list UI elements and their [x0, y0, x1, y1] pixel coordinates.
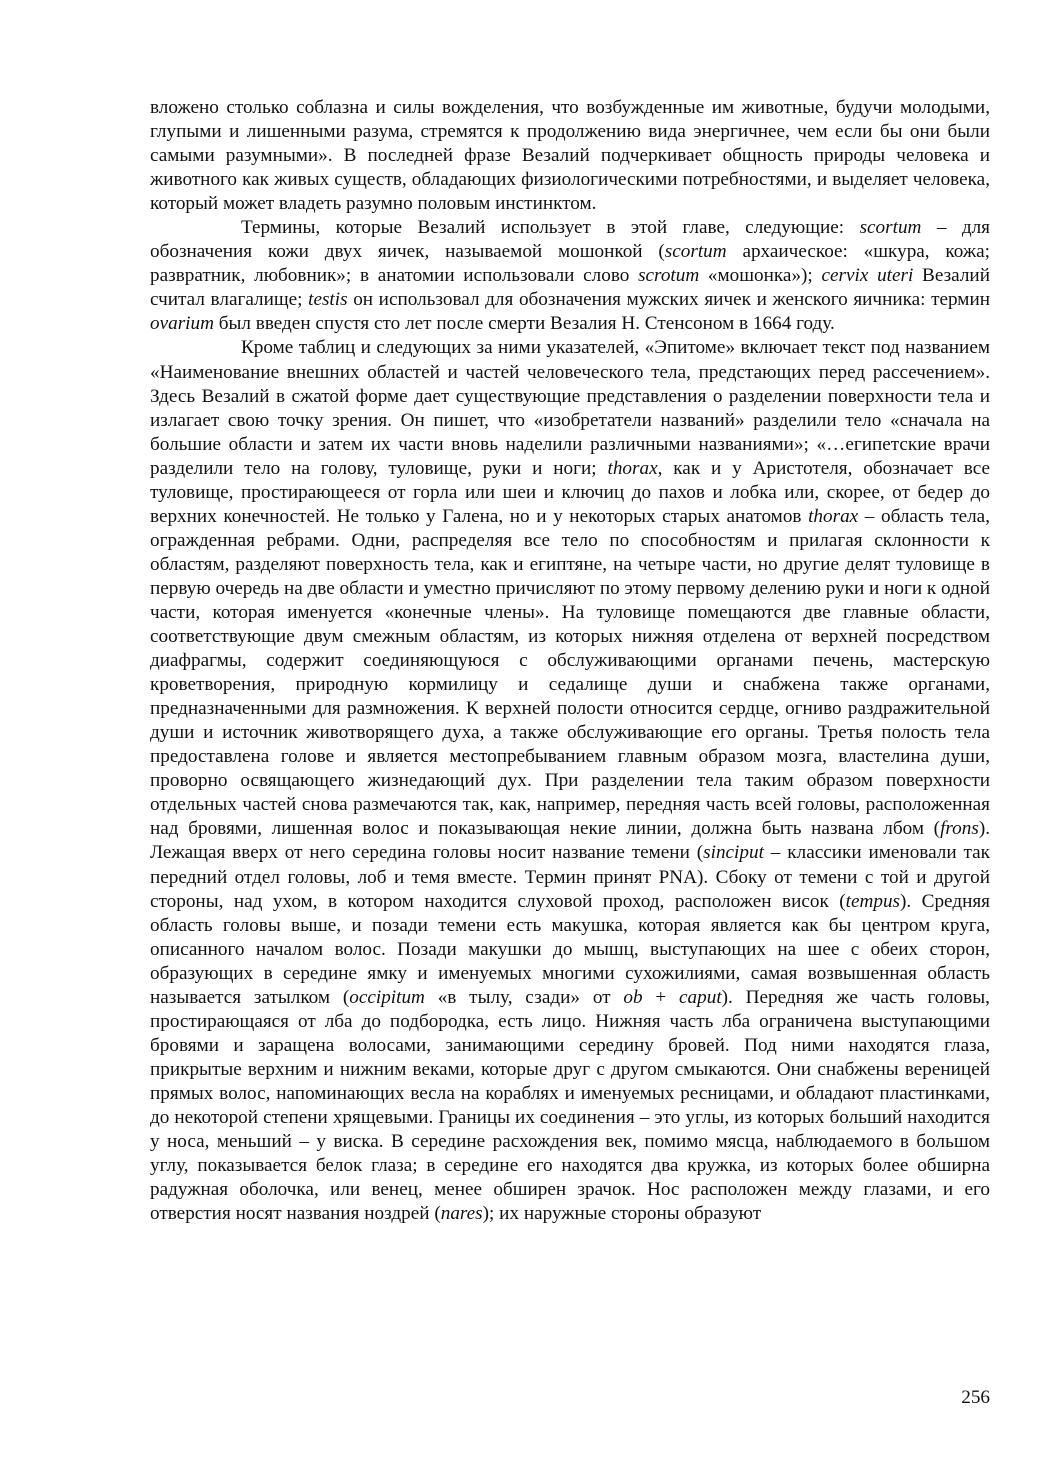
latin-term: testis: [308, 289, 348, 311]
latin-term: caput: [679, 986, 722, 1008]
text-run: он использовал для обозначения мужских яичек и женского яичника: термин: [347, 289, 990, 311]
latin-term: tempus: [845, 890, 900, 912]
text-run: Кроме таблиц и следующих за ними указателей, «Эпитоме» включает текст под названием «Наименование внешних областей и частей человеческого тела, предстающих перед рассечением». Здесь Везалий в сжатой форме дает существующие представления о разделении поверхности тела и излагает свою точку зрения. Он пишет, что «изобретатели названий» разделили тело «сначала на большие области и затем их части вновь наделили различными названиями»; «…египетские врачи разделили тело на голову, туловище, руки и ноги;: [150, 337, 990, 479]
page-body: [150, 96, 990, 1226]
latin-term: scortum: [859, 217, 922, 239]
latin-term: ob: [623, 986, 643, 1008]
paragraph: [150, 336, 990, 1226]
text-run: – область тела, огражденная ребрами. Одни, распределяя все тело по способностям и прилагая склонности к областям, разделяют поверхность тела, как и египтяне, на четыре части, но другие делят туловище в первую очередь на две области и уместно причисляют по этому первому делению руки и ноги к одной части, которая именуется «конечные члены». На туловище помещаются две главные области, соответствующие двум смежным областям, из которых нижняя отделена от верхней посредством диафрагмы, содержит соединяющуюся с обслуживающими органами печень, мастерскую кроветворения, природную кормилицу и седалище души и снабжена также органами, предназначенными для размножения. К верхней полости относится сердце, огниво раздражительной души и источник животворящего духа, а также обслуживающие его органы. Третья полость тела предоставлена голове и является местопребыванием главным образом мозга, властелина души, проворно освящающего жизнедающий дух. При разделении тела таким образом поверхности отдельных частей снова размечаются так, как, например, передняя часть всей головы, расположенная над бровями, лишенная волос и показывающая некие линии, должна быть названа лбом (: [150, 505, 990, 840]
text-run: «в тылу, сзади» от: [424, 986, 624, 1008]
text-run: – классики именовали так передний отдел головы, лоб и темя вместе. Термин принят PNA). Сбоку от темени с той и другой стороны, над ухом, в котором находится слуховой проход, расположен висок (: [150, 842, 990, 912]
paragraph: [150, 216, 990, 336]
latin-term: cervix uteri: [821, 265, 914, 287]
text-run: ). Средняя область головы выше, и позади темени есть макушка, которая является как бы центром круга, описанного началом волос. Позади макушки до мышц, выступающих на шее с обеих сторон, образующих в середине ямку и именуемых многими сухожилиями, самая возвышенная область называется затылком (: [150, 890, 990, 1008]
text-run: был введен спустя сто лет после смерти Везалия Н. Стенсоном в 1664 году.: [213, 313, 835, 335]
latin-term: frons: [940, 818, 979, 840]
latin-term: ovarium: [150, 313, 214, 335]
text-run: ). Передняя же часть головы, простирающаяся от лба до подбородка, есть лицо. Нижняя часть лба ограничена выступающими бровями и заращена волосами, занимающими середину бровей. Под ними находятся глаза, прикрытые верхним и нижним веками, которые друг с другом смыкаются. Они снабжены вереницей прямых волос, напоминающих весла на кораблях и именуемых ресницами, и обладают пластинками, до некоторой степени хрящевыми. Границы их соединения – это углы, из которых больший находится у носа, меньший – у виска. В середине расхождения век, помимо мясца, наблюдаемого в большом углу, показывается белок глаза; в середине его находятся два кружка, из которых более обширна радужная оболочка, или венец, менее обширен зрачок. Нос расположен между глазами, и его отверстия носят названия ноздрей (: [150, 986, 990, 1225]
latin-term: nares: [440, 1203, 483, 1225]
page-number: 256: [961, 1387, 990, 1408]
latin-term: scrotum: [638, 265, 700, 287]
latin-term: occipitum: [349, 986, 425, 1008]
latin-term: scortum: [664, 241, 727, 263]
text-run: Везалий считал влагалище;: [150, 265, 990, 311]
text-run: «мошонка»);: [699, 265, 822, 287]
latin-term: sinciput: [703, 842, 764, 864]
text-run: вложено столько соблазна и силы вожделения, что возбужденные им животные, будучи молодыми, глупыми и лишенными разума, стремятся к продолжению вида энергичнее, чем если бы они были самыми разумными». В последней фразе Везалий подчеркивает общность природы человека и животного как живых существ, обладающих физиологическими потребностями, и выделяет человека, который может владеть разумно половым инстинктом.: [150, 97, 990, 215]
text-run: ). Лежащая вверх от него середина головы носит название темени (: [150, 818, 990, 864]
text-run: ); их наружные стороны образуют: [482, 1203, 762, 1225]
text-run: – для обозначения кожи двух яичек, называемой мошонкой (: [150, 217, 991, 263]
text-run: архаическое: «шкура, кожа; развратник, любовник»; в анатомии использовали слово: [150, 241, 990, 287]
latin-term: thorax: [808, 505, 859, 527]
paragraph: [150, 96, 990, 216]
text-run: , как и у Аристотеля, обозначает все туловище, простирающееся от горла или шеи и ключиц до пахов и лобка или, скорее, от бедер до верхних конечностей. Не только у Галена, но и у некоторых старых анатомов: [150, 457, 990, 527]
latin-term: thorax: [607, 457, 658, 479]
text-run: +: [642, 986, 680, 1008]
text-run: Термины, которые Везалий использует в этой главе, следующие:: [241, 217, 860, 239]
